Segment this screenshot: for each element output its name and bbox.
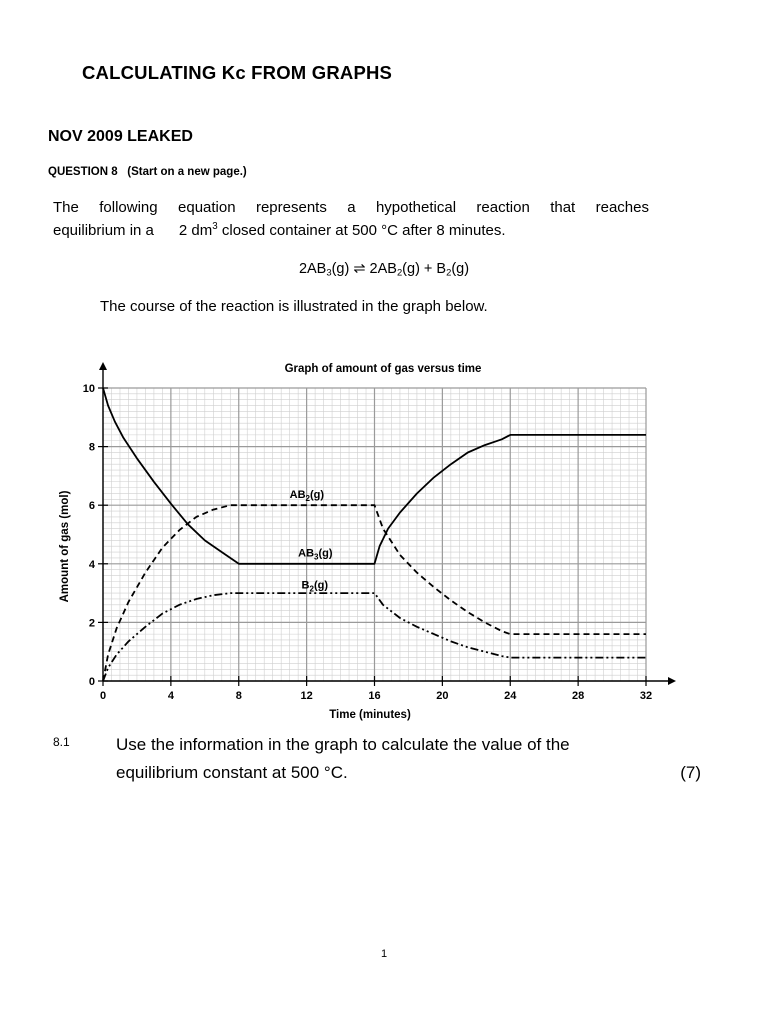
y-tick-label: 0	[88, 676, 95, 688]
x-tick-label: 8	[235, 690, 242, 702]
x-axis-label: Time (minutes)	[329, 709, 411, 721]
x-tick-label: 20	[436, 690, 449, 702]
chart-axes	[99, 362, 676, 685]
intro-volume: 2 dm	[178, 222, 213, 239]
x-tick-label: 24	[504, 690, 517, 702]
y-tick-label: 10	[82, 383, 95, 395]
question-heading	[48, 166, 247, 178]
intro-paragraph	[53, 196, 649, 242]
series-label-ab2: $AB_2(g)$	[289, 488, 325, 503]
x-tick-label: 4	[167, 690, 174, 702]
intro-word: a	[347, 199, 356, 216]
intro-line-2	[53, 219, 649, 242]
amount-vs-time-chart	[50, 355, 680, 725]
source-heading: NOV 2009 LEAKED	[48, 128, 193, 145]
intro-volume-exponent: 3	[212, 221, 218, 233]
sub-question-marks: (7)	[680, 763, 701, 782]
intro-word: The	[53, 199, 79, 216]
intro-word: that	[550, 199, 576, 216]
x-tick-label: 28	[572, 690, 585, 702]
intro-line-1	[53, 196, 649, 219]
intro-word: represents	[255, 199, 327, 216]
y-axis-label: Amount of gas (mol)	[59, 490, 71, 603]
sub-question-line-2: equilibrium constant at 500 °C.	[116, 763, 348, 782]
equilibrium-arrow: ⇌	[353, 261, 366, 277]
reaction-equation: $2AB_3(g)$ ⇌ $2AB_2(g) + B_2(g)$	[298, 261, 470, 278]
sub-question-text	[116, 731, 701, 787]
question-note: (Start on a new page.)	[127, 166, 247, 178]
intro-word: following	[99, 199, 158, 216]
x-tick-label: 32	[639, 690, 653, 702]
intro-word: equation	[178, 199, 236, 216]
intro-word: hypothetical	[375, 199, 457, 216]
chart-title: Graph of amount of gas versus time	[284, 363, 482, 375]
y-tick-label: 2	[88, 617, 95, 630]
chart-labels	[59, 363, 481, 721]
x-tick-label: 16	[368, 690, 381, 702]
y-axis-arrow	[99, 362, 107, 370]
y-tick-label: 6	[88, 500, 95, 513]
course-text: The course of the reaction is illustrated in the graph below.	[100, 298, 488, 315]
intro-word: reaches	[595, 199, 649, 216]
x-axis-arrow	[668, 677, 676, 685]
sub-question-line-1: Use the information in the graph to calculate the value of the	[116, 735, 570, 754]
y-tick-label: 8	[88, 441, 95, 454]
x-tick-label: 12	[300, 690, 313, 702]
intro-text-a: equilibrium in a	[53, 222, 154, 239]
intro-word: reaction	[476, 199, 530, 216]
y-tick-label: 4	[88, 558, 95, 571]
page-number: 1	[380, 948, 388, 960]
x-tick-label: 0	[99, 690, 107, 702]
sub-question-number: 8.1	[53, 735, 70, 749]
series-label-ab3: $AB_3(g)$	[298, 547, 333, 562]
series-label-b2: $B_2(g)$	[301, 579, 328, 594]
intro-text-c: closed container at 500 °C after 8 minutes.	[217, 222, 506, 239]
page-heading: CALCULATING Kc FROM GRAPHS	[82, 62, 393, 83]
question-label: QUESTION 8	[48, 166, 118, 178]
